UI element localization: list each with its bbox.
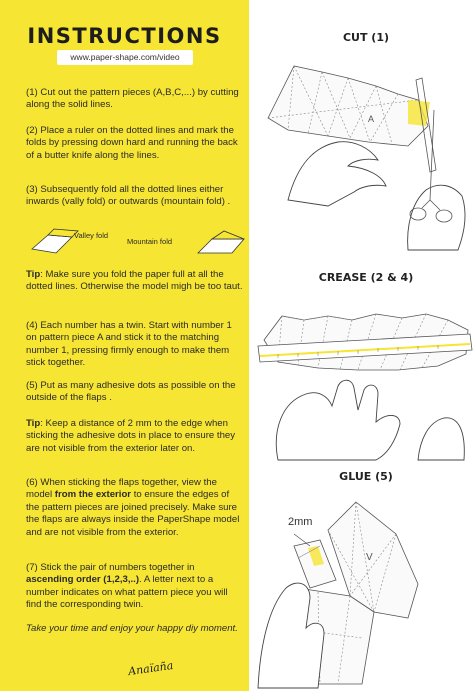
cut-title: CUT (1)	[342, 31, 390, 44]
step-6-part-b: to ensure the edges of the pattern pieces are joined precisely. Make sure the flaps are always inside the PaperShape model and are not visible from the exterior.	[26, 489, 240, 538]
valley-fold-label: Valley fold	[74, 231, 109, 240]
closing-text: Take your time and enjoy your happy diy moment.	[26, 623, 238, 634]
glue-illustration	[258, 488, 474, 688]
step-5-text: (5) Put as many adhesive dots as possible on the outside of the flaps .	[26, 380, 236, 404]
crease-section	[258, 260, 474, 460]
step-6-text	[26, 477, 244, 539]
fold-types-illustration	[26, 229, 244, 259]
crease-title: CREASE (2 & 4)	[318, 271, 414, 284]
tip-2-body: : Keep a distance of 2 mm to the edge when sticking the adhesive dots in place to ensure they are not visible from the exterior later on.	[26, 418, 236, 454]
step-6-part-a: (6) When sticking the flaps together, view the model	[26, 477, 217, 501]
step-7-part-b: . A letter next to a number indicates on what pattern piece you will find the corresponding twin.	[26, 574, 228, 611]
step-3-text: (3) Subsequently fold all the dotted lines either inwards (vally fold) or outwards (mountain fold) .	[26, 184, 231, 208]
step-6-bold: from the exterior	[54, 489, 132, 501]
tip-1-label: Tip	[26, 269, 41, 280]
tip-2-text	[26, 418, 244, 455]
step-7-text	[26, 562, 244, 612]
step-4-text: (4) Each number has a twin. Start with number 1 on pattern piece A and stick it to the matching number 1, pressing firmly enough to make them stick together.	[26, 320, 232, 369]
video-url-link[interactable]: www.paper-shape.com/video	[57, 50, 193, 65]
step-1-text: (1) Cut out the pattern pieces (A,B,C,...) by cutting along the solid lines.	[26, 87, 239, 111]
tip-1-body: : Make sure you fold the paper full at all the dotted lines. Otherwise the model migh be too taut.	[26, 269, 243, 293]
step-7-part-a: (7) Stick the pair of numbers together in	[26, 562, 195, 573]
step-2-text: (2) Place a ruler on the dotted lines and mark the folds by pressing down hard and running the back of a butter knife along the lines.	[26, 125, 238, 161]
cut-illustration	[258, 50, 474, 250]
glue-piece-letter: V	[366, 552, 373, 563]
step-7-bold: ascending order (1,2,3,..)	[26, 574, 140, 586]
signature: Anaïaña	[127, 658, 174, 679]
cut-piece-letter: A	[368, 114, 375, 124]
glue-section	[258, 460, 474, 691]
glue-title: GLUE (5)	[339, 470, 393, 483]
instructions-title: INSTRUCTIONS	[27, 24, 222, 48]
tip-2-label: Tip	[26, 418, 41, 429]
crease-illustration	[258, 290, 474, 460]
glue-distance-label: 2mm	[288, 516, 313, 528]
mountain-fold-label: Mountain fold	[127, 237, 173, 246]
tip-1-text	[26, 269, 244, 294]
cut-section	[258, 0, 474, 240]
